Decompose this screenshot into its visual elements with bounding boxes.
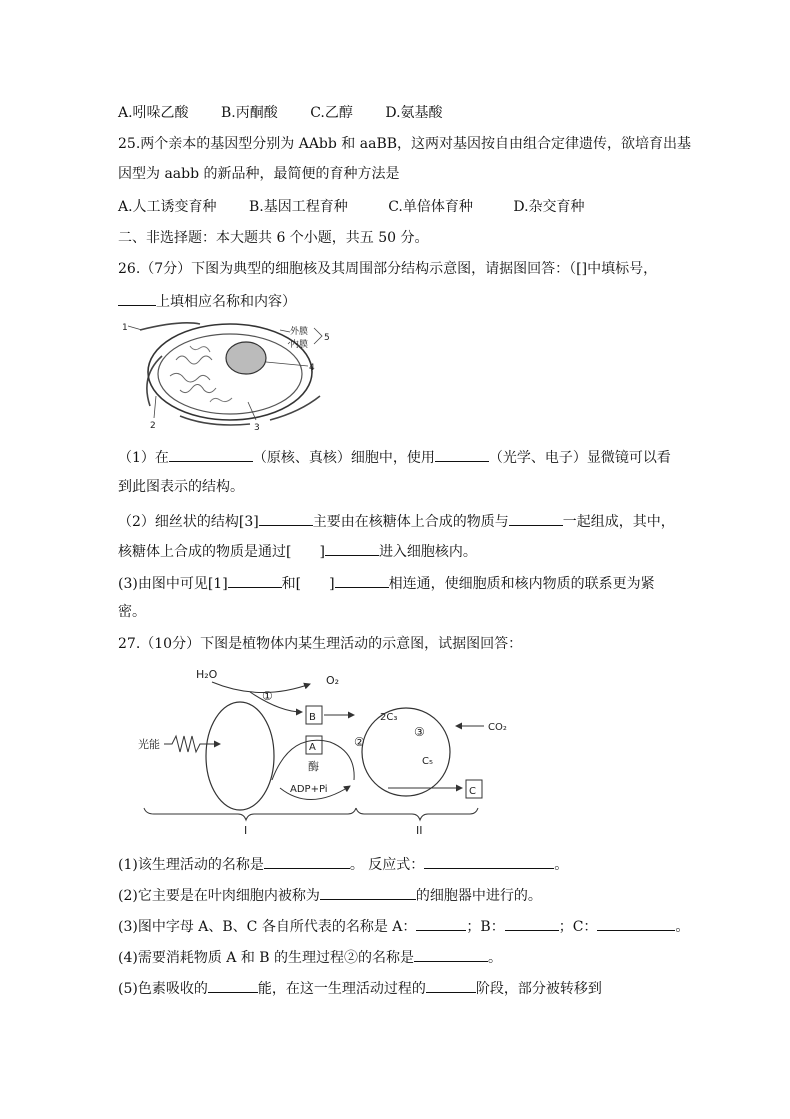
- answer-blank[interactable]: [325, 540, 379, 556]
- photosynthesis-diagram: [130, 662, 530, 842]
- label-c5: C₅: [422, 756, 433, 767]
- label-4: 4: [309, 363, 315, 373]
- section-2-heading: 二、非选择题：本大题共 6 个小题，共五 50 分。: [118, 230, 429, 246]
- q27-p5: [118, 977, 602, 999]
- label-step-2: ②: [354, 735, 365, 749]
- q26-p1-text-c: （光学、电子）显微镜可以看: [488, 450, 671, 466]
- label-outer-membrane: 外膜: [290, 327, 309, 337]
- answer-blank[interactable]: [259, 510, 313, 526]
- answer-blank[interactable]: [416, 915, 466, 931]
- answer-blank[interactable]: [509, 510, 563, 526]
- q27-p1: [118, 853, 568, 875]
- q27-p4-text-a: (4)需要消耗物质 A 和 B 的生理过程②的名称是: [118, 950, 415, 966]
- q26-p1-text-b: （原核、真核）细胞中，使用: [252, 450, 435, 466]
- q25-option-b: B.基因工程育种: [249, 199, 348, 215]
- q26-intro-text: 上填相应名称和内容）: [156, 294, 296, 310]
- q27-p1-text-a: (1)该生理活动的名称是: [118, 857, 264, 873]
- answer-blank[interactable]: [208, 977, 258, 993]
- answer-blank[interactable]: [424, 853, 554, 869]
- label-b: B: [309, 712, 316, 723]
- q25-options: [118, 197, 585, 217]
- q26-p3-text-d: 相连通，使细胞质和核内物质的联系更为紧: [388, 576, 655, 592]
- q24-option-b: B.丙酮酸: [221, 105, 278, 121]
- q26-p3-line2: 密。: [118, 604, 146, 620]
- label-step-1: ①: [262, 689, 273, 703]
- label-step-3: ③: [414, 725, 425, 739]
- q27-p1-text-b: 。 反应式：: [349, 857, 425, 873]
- q25-option-c: C.单倍体育种: [388, 199, 473, 215]
- q24-options: [118, 103, 443, 123]
- q26-p3-line1: [118, 572, 655, 594]
- label-c: C: [469, 786, 476, 797]
- q27-p3-text-a: (3)图中字母 A、B、C 各自所代表的名称是 A：: [118, 919, 417, 935]
- q26-p2-text-c: 一起组成，其中，: [562, 514, 675, 530]
- label-5: 5: [324, 333, 330, 343]
- answer-blank[interactable]: [335, 572, 389, 588]
- label-adp-pi: ADP+Pi: [290, 784, 328, 795]
- label-3: 3: [254, 423, 260, 433]
- q27-intro: 27.（10分）下图是植物体内某生理活动的示意图，试据图回答：: [118, 636, 523, 652]
- answer-blank[interactable]: [505, 915, 559, 931]
- q27-p3-text-c: ；C：: [558, 919, 598, 935]
- q26-p3-text-c: ]: [329, 576, 335, 592]
- answer-blank[interactable]: [118, 290, 156, 306]
- label-enzyme: 酶: [308, 760, 319, 773]
- q26-p2-text-d: 核糖体上合成的物质是通过[: [118, 544, 292, 560]
- label-h2o: H₂O: [196, 668, 218, 681]
- answer-blank[interactable]: [414, 946, 488, 962]
- q26-p3-text-a: (3)由图中可见[1]: [118, 576, 228, 592]
- q27-p1-text-c: 。: [554, 857, 569, 873]
- q24-option-a: A.吲哚乙酸: [118, 105, 189, 121]
- q24-option-d: D.氨基酸: [385, 105, 443, 121]
- q27-p2: [118, 884, 542, 906]
- answer-blank[interactable]: [597, 915, 675, 931]
- q26-p1-line1: [118, 446, 671, 468]
- q26-p1-line2: 到此图表示的结构。: [118, 479, 244, 495]
- answer-blank[interactable]: [228, 572, 282, 588]
- q27-p5-text-c: 阶段，部分被转移到: [475, 981, 602, 997]
- answer-blank[interactable]: [320, 884, 416, 900]
- answer-blank[interactable]: [435, 446, 489, 462]
- q26-p2-text-a: （2）细丝状的结构[3]: [118, 514, 259, 530]
- q25-option-a: A.人工诱变育种: [118, 199, 217, 215]
- q27-p3-text-d: 。: [675, 919, 690, 935]
- q26-p2-line1: [118, 510, 675, 532]
- q26-intro-line2: [118, 290, 296, 312]
- q27-p4-text-b: 。: [488, 950, 503, 966]
- label-light-energy: 光能: [138, 738, 160, 751]
- q26-p2-text-b: 主要由在核糖体上合成的物质与: [312, 514, 509, 530]
- label-2: 2: [150, 421, 156, 431]
- q26-p2-text-f: 进入细胞核内。: [378, 544, 477, 560]
- label-co2: CO₂: [488, 722, 507, 733]
- label-stage-2: II: [416, 824, 423, 837]
- label-1: 1: [122, 323, 128, 333]
- q25-option-d: D.杂交育种: [513, 199, 585, 215]
- q26-p3-text-b: 和[: [281, 576, 302, 592]
- q27-p2-text-a: (2)它主要是在叶肉细胞内被称为: [118, 888, 320, 904]
- label-inner-membrane: 内膜: [290, 340, 309, 350]
- q27-p2-text-b: 的细胞器中进行的。: [415, 888, 542, 904]
- q26-intro-line1: 26.（7分）下图为典型的细胞核及其周围部分结构示意图，请据图回答：（[]中填标号，: [118, 261, 658, 277]
- q26-p2-line2: [118, 540, 477, 562]
- label-stage-1: I: [244, 824, 248, 837]
- q25-stem-line2: 因型为 aabb 的新品种，最简便的育种方法是: [118, 166, 400, 182]
- q27-p3: [118, 915, 689, 937]
- label-2c3: 2C₃: [380, 712, 398, 723]
- label-a: A: [309, 742, 316, 753]
- nucleus-diagram: [120, 316, 340, 434]
- q24-option-c: C.乙醇: [310, 105, 353, 121]
- q27-p5-text-b: 能，在这一生理活动过程的: [257, 981, 426, 997]
- label-o2: O₂: [326, 674, 340, 687]
- q27-p5-text-a: (5)色素吸收的: [118, 981, 208, 997]
- q25-stem-line1: 25.两个亲本的基因型分别为 AAbb 和 aaBB，这两对基因按自由组合定律遗传，欲培育出基: [118, 136, 692, 152]
- q27-p4: [118, 946, 502, 968]
- q27-p3-text-b: ；B：: [466, 919, 505, 935]
- answer-blank[interactable]: [264, 853, 350, 869]
- q26-p2-text-e: ]: [319, 544, 325, 560]
- answer-blank[interactable]: [426, 977, 476, 993]
- answer-blank[interactable]: [169, 446, 253, 462]
- q26-p1-text-a: （1）在: [118, 450, 169, 466]
